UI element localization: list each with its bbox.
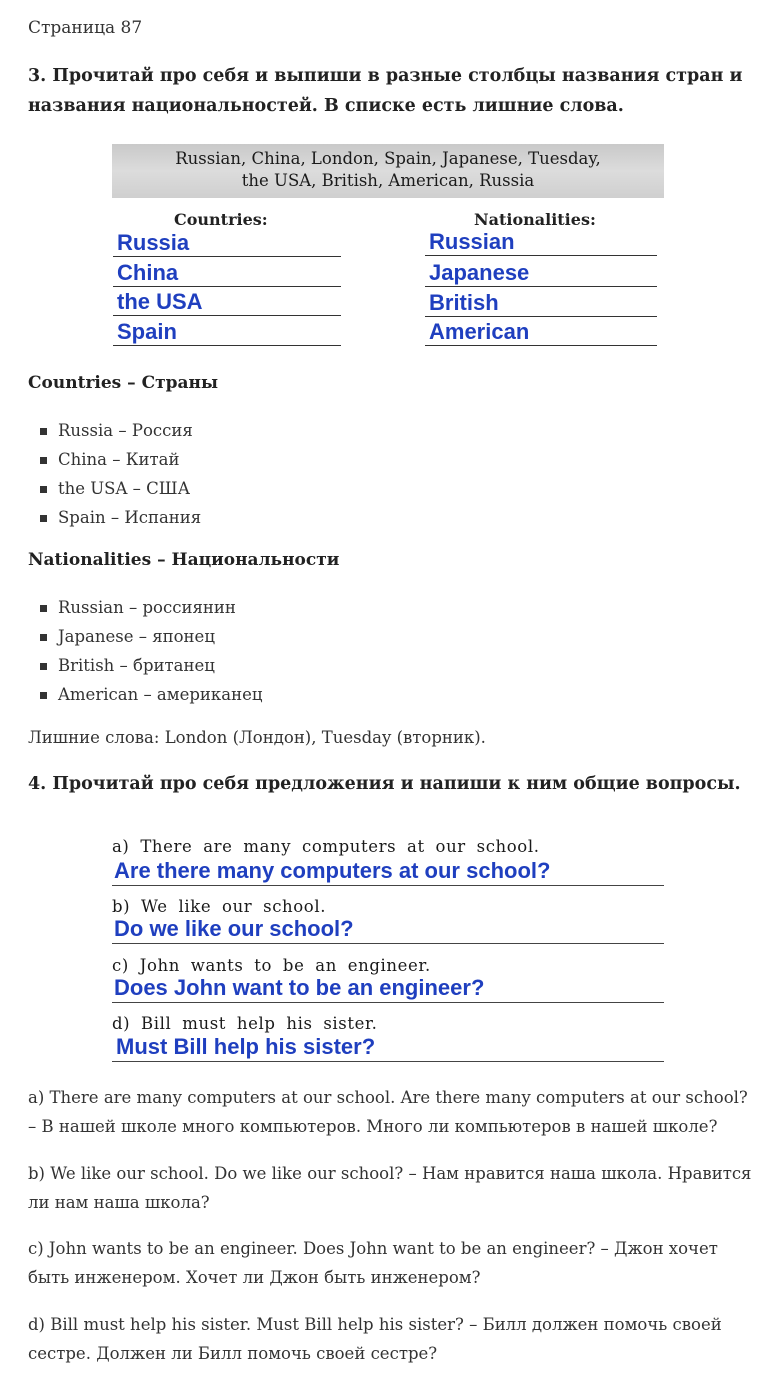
translation-c: c) John wants to be an engineer. Does John want to be an engineer? – Джон хочет быть инженером. Хочет ли Джон быть инженером?	[28, 1239, 718, 1287]
nationalities-section-heading: Nationalities – Национальности	[28, 550, 340, 570]
page-label: Страница 87	[28, 18, 143, 38]
list-item: Russia – Россия	[40, 416, 201, 445]
translation-d: d) Bill must help his sister. Must Bill help his sister? – Билл должен помочь своей сестре. Должен ли Билл помочь своей сестре?	[28, 1315, 722, 1363]
list-item: American – американец	[40, 680, 262, 709]
nationalities-list	[40, 593, 262, 709]
countries-column-header: Countries:	[174, 210, 268, 229]
list-item: Spain – Испания	[40, 503, 201, 532]
nationality-answer-3: British	[425, 289, 657, 317]
question-answer-c: Does John want to be an engineer?	[112, 973, 664, 1003]
translation-a: a) There are many computers at our school. Are there many computers at our school? – В нашей школе много компьютеров. Много ли компьютеров в нашей школе?	[28, 1088, 748, 1136]
country-answer-1: Russia	[113, 229, 341, 257]
countries-list	[40, 416, 201, 532]
list-item: the USA – США	[40, 474, 201, 503]
extra-words: Лишние слова: London (Лондон), Tuesday (вторник).	[28, 728, 486, 747]
list-item: Russian – россиянин	[40, 593, 262, 622]
sentence-c: c) John wants to be an engineer.	[112, 956, 431, 975]
list-item: China – Китай	[40, 445, 201, 474]
list-item: British – британец	[40, 651, 262, 680]
word-list-box	[112, 144, 664, 198]
question-answer-a: Are there many computers at our school?	[112, 856, 664, 886]
question-answer-b: Do we like our school?	[112, 914, 664, 944]
nationality-answer-4: American	[425, 318, 657, 346]
nationality-answer-1: Russian	[425, 228, 657, 256]
task3-heading: 3. Прочитай про себя и выпиши в разные столбцы названия стран и названия национальностей. В списке есть лишние слова.	[28, 66, 743, 116]
country-answer-3: the USA	[113, 288, 341, 316]
question-answer-d: Must Bill help his sister?	[112, 1032, 664, 1062]
word-list-line-1: Russian, China, London, Spain, Japanese, Tuesday,	[175, 149, 601, 168]
task4-heading: 4. Прочитай про себя предложения и напиши к ним общие вопросы.	[28, 774, 741, 794]
country-answer-2: China	[113, 259, 341, 287]
sentence-b: b) We like our school.	[112, 897, 327, 916]
sentence-a: a) There are many computers at our school.	[112, 837, 540, 856]
countries-section-heading: Countries – Страны	[28, 373, 219, 393]
list-item: Japanese – японец	[40, 622, 262, 651]
sentence-d: d) Bill must help his sister.	[112, 1014, 378, 1033]
nationality-answer-2: Japanese	[425, 259, 657, 287]
country-answer-4: Spain	[113, 318, 341, 346]
word-list-line-2: the USA, British, American, Russia	[241, 171, 535, 190]
translation-b: b) We like our school. Do we like our school? – Нам нравится наша школа. Нравится ли нам наша школа?	[28, 1164, 752, 1212]
nationalities-column-header: Nationalities:	[474, 210, 596, 229]
